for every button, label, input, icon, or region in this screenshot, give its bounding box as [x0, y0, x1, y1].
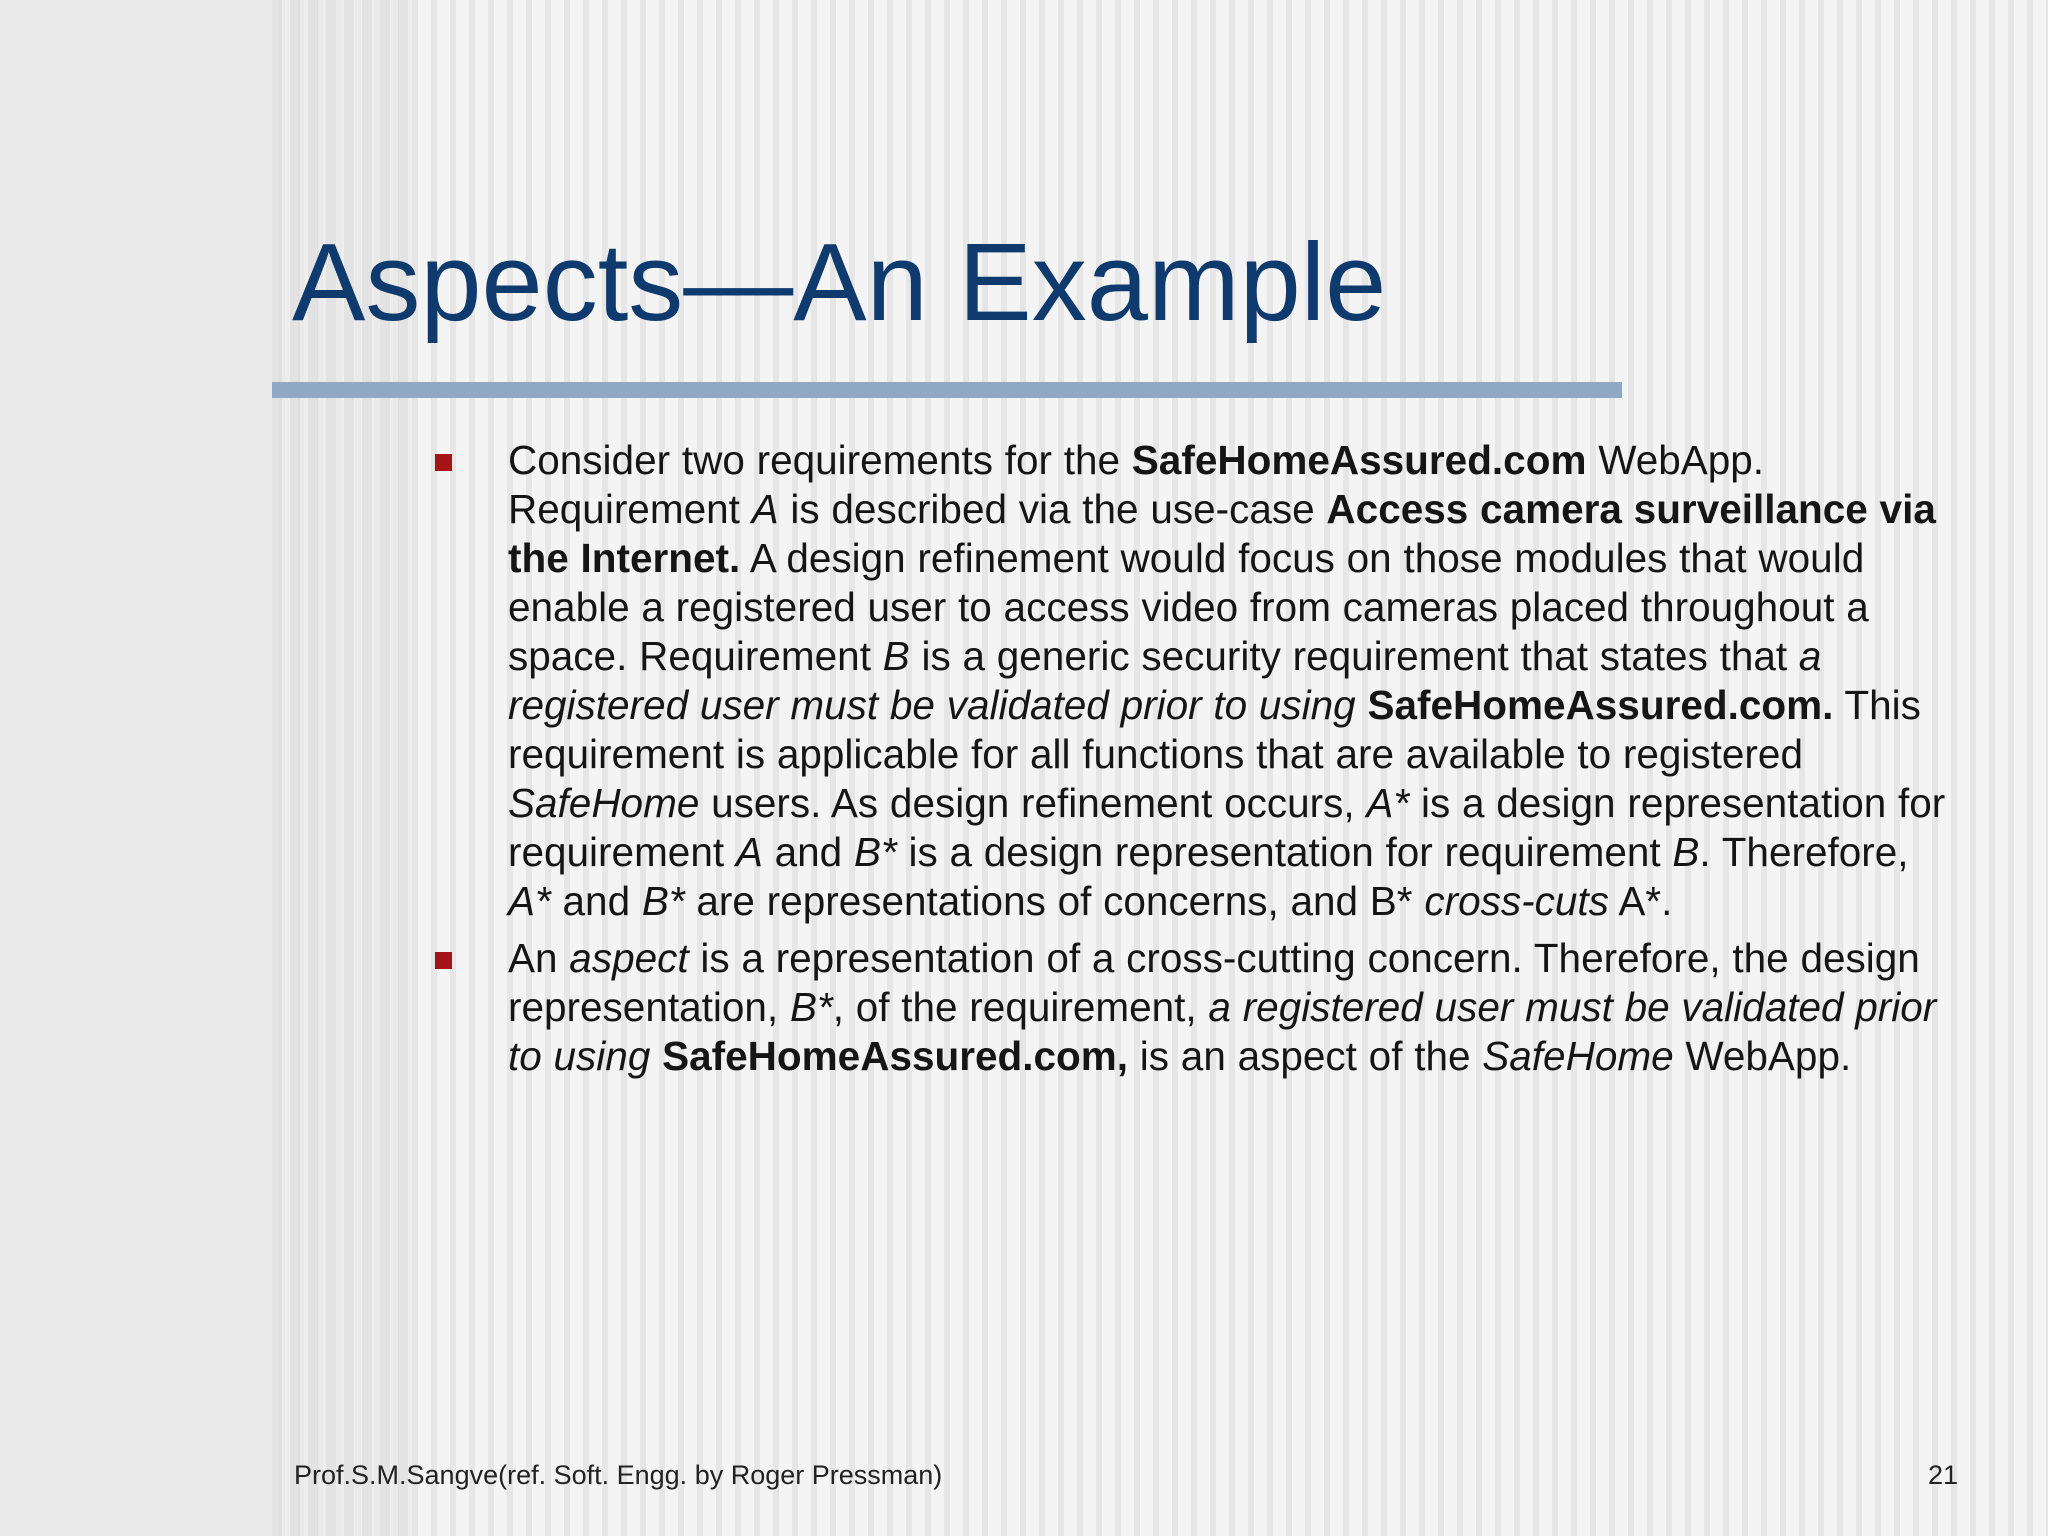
footer-credit: Prof.S.M.Sangve(ref. Soft. Engg. by Roger Pressman) — [294, 1460, 943, 1490]
text-run: and — [550, 878, 642, 924]
text-run: are representations of concerns, and B* — [684, 878, 1425, 924]
text-run: aspect — [569, 935, 689, 981]
text-run: is a design representation for requirement — [508, 780, 1946, 875]
square-bullet-icon — [435, 454, 452, 471]
text-run: . Therefore, — [1699, 829, 1909, 875]
text-run: is an aspect of the — [1128, 1033, 1483, 1079]
text-run: WebApp. Requirement — [508, 437, 1765, 532]
text-run: A — [751, 486, 779, 532]
text-run: A* — [1366, 780, 1410, 826]
text-run: is described via the use-case — [778, 486, 1327, 532]
bullet-item — [430, 436, 1950, 926]
bullet-text — [508, 934, 1950, 1081]
text-run: , of the requirement, — [832, 984, 1209, 1030]
slide-title: Aspects—An Example — [292, 221, 1387, 344]
page-number: 21 — [1927, 1460, 1958, 1490]
text-run: B — [1672, 829, 1700, 875]
text-run: SafeHomeAssured.com, — [662, 1033, 1129, 1079]
text-run: A*. — [1608, 878, 1673, 924]
text-run: A* — [508, 878, 551, 924]
text-run — [1356, 682, 1368, 728]
text-run: SafeHome — [1482, 1033, 1674, 1079]
text-run: users. As design refinement occurs, — [699, 780, 1367, 826]
text-run: is a generic security requirement that states that — [909, 633, 1799, 679]
text-run: WebApp. — [1673, 1033, 1852, 1079]
text-run: B* — [789, 984, 833, 1030]
text-run: A — [735, 829, 763, 875]
bullet-list — [430, 436, 1950, 1089]
title-underline — [272, 382, 1622, 398]
text-run: and — [762, 829, 854, 875]
text-run: is a design representation for requirement — [896, 829, 1673, 875]
text-run: SafeHomeAssured.com — [1131, 437, 1587, 483]
text-run: This requirement is applicable for all functions that are available to registered — [508, 682, 1921, 777]
text-run: B — [882, 633, 910, 679]
text-run: cross-cuts — [1424, 878, 1609, 924]
text-run: SafeHomeAssured.com. — [1367, 682, 1834, 728]
square-bullet-icon — [435, 952, 452, 969]
text-run: SafeHome — [508, 780, 700, 826]
bullet-text — [508, 436, 1950, 926]
text-run: Access camera surveillance via the Internet. — [508, 486, 1936, 581]
bullet-item — [430, 934, 1950, 1081]
text-run: a registered user must be validated prior to using — [508, 984, 1937, 1079]
text-run: B* — [641, 878, 685, 924]
text-run: a registered user must be validated prior to using — [508, 633, 1822, 728]
text-run: A design refinement would focus on those modules that would enable a registered user to access video from cameras placed throughout a space. Requirement — [508, 535, 1869, 679]
text-run: An — [508, 935, 570, 981]
text-run: is a representation of a cross-cutting concern. Therefore, the design representation, — [508, 935, 1920, 1030]
text-run: B* — [853, 829, 897, 875]
text-run — [650, 1033, 662, 1079]
text-run: Consider two requirements for the — [508, 437, 1132, 483]
